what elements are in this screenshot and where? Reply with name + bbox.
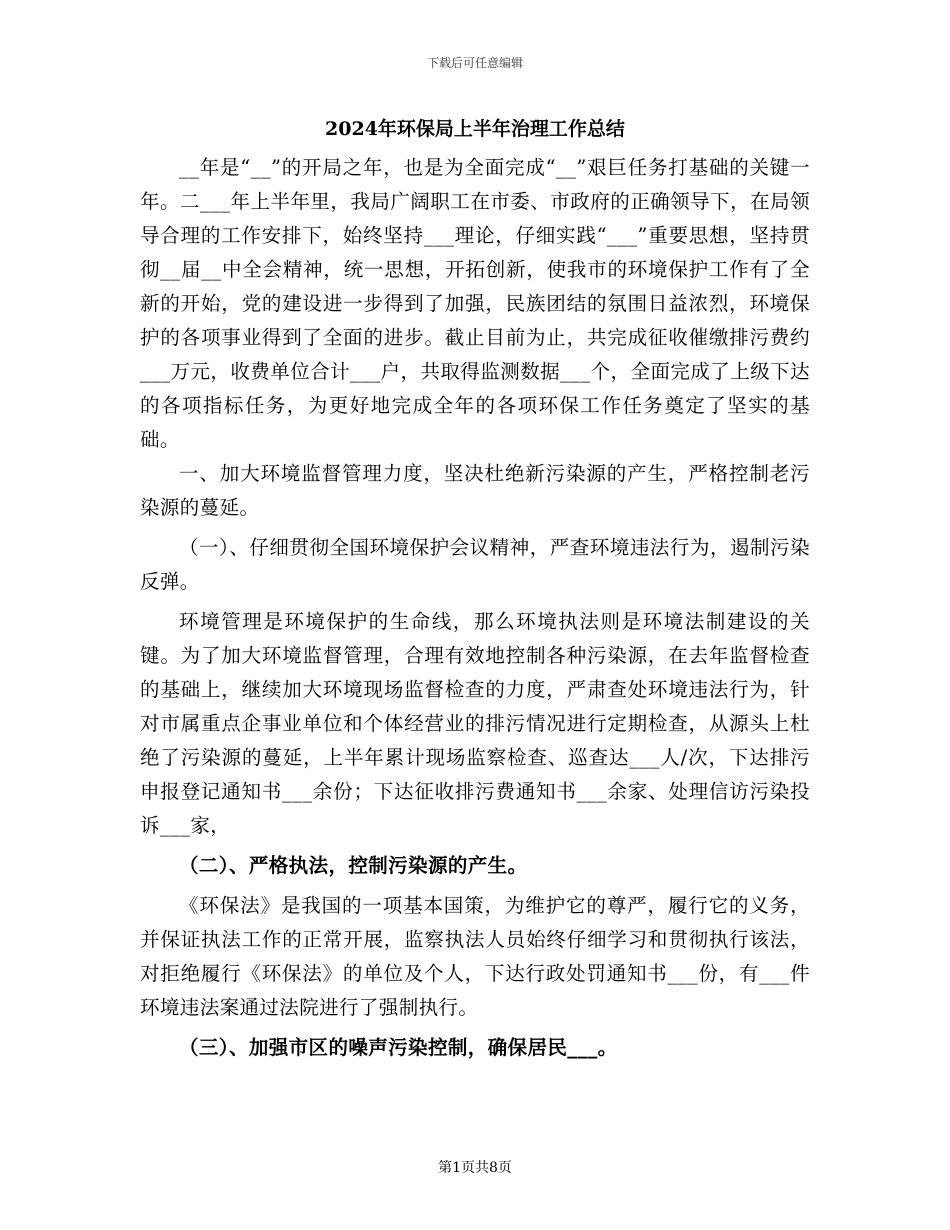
paragraph-environmental-law: 《环保法》是我国的一项基本国策，为维护它的尊严，履行它的义务，并保证执法工作的正常开展，监察执法人员始终仔细学习和贯彻执行该法，对拒绝履行《环保法》的单位及个人，下达行政处罚通知书___份，有___件环境违法案通过法院进行了强制执行。 [140, 894, 810, 1019]
section-heading-1: 一、加大环境监督管理力度，坚决杜绝新污染源的产生，严格控制老污染源的蔓延。 [140, 462, 810, 519]
paragraph-enforcement: 环境管理是环境保护的生命线，那么环境执法则是环境法制建设的关键。为了加大环境监督管理，合理有效地控制各种污染源，在去年监督检查的基础上，继续加大环境现场监督检查的力度，严肃查处环境违法行为，针对市属重点企事业单位和个体经营业的排污情况进行定期检查，从源头上杜绝了污染源的蔓延，上半年累计现场监察检查、巡查达___人/次，下达排污申报登记通知书___余份；下达征收排污费通知书___余家、处理信访污染投诉___家， [140, 610, 810, 837]
subsection-heading-3: （三）、加强市区的噪声污染控制，确保居民___。 [179, 1036, 618, 1059]
subsection-heading-1: （一）、仔细贯彻全国环境保护会议精神，严查环境违法行为，遏制污染反弹。 [140, 536, 810, 593]
page-header-note: 下载后可任意编辑 [426, 56, 523, 70]
document-title: 2024年环保局上半年治理工作总结 [325, 118, 625, 140]
page-number: 第1页共8页 [438, 1160, 512, 1176]
document-body [140, 151, 810, 1065]
paragraph-intro: __年是“__”的开局之年，也是为全面完成“__”艰巨任务打基础的关键一年。二___年上半年里，我局广阔职工在市委、市政府的正确领导下，在局领导合理的工作安排下，始终坚持___理论，仔细实践“___”重要思想，坚持贯彻__届__中全会精神，统一思想，开拓创新，使我市的环境保护工作有了全新的开始，党的建设进一步得到了加强，民族团结的氛围日益浓烈，环境保护的各项事业得到了全面的进步。截止目前为止，共完成征收催缴排污费约___万元，收费单位合计___户，共取得监测数据___个，全面完成了上级下达的各项指标任务，为更好地完成全年的各项环保工作任务奠定了坚实的基础。 [140, 156, 810, 451]
subsection-heading-2: （二）、严格执法，控制污染源的产生。 [179, 854, 528, 877]
